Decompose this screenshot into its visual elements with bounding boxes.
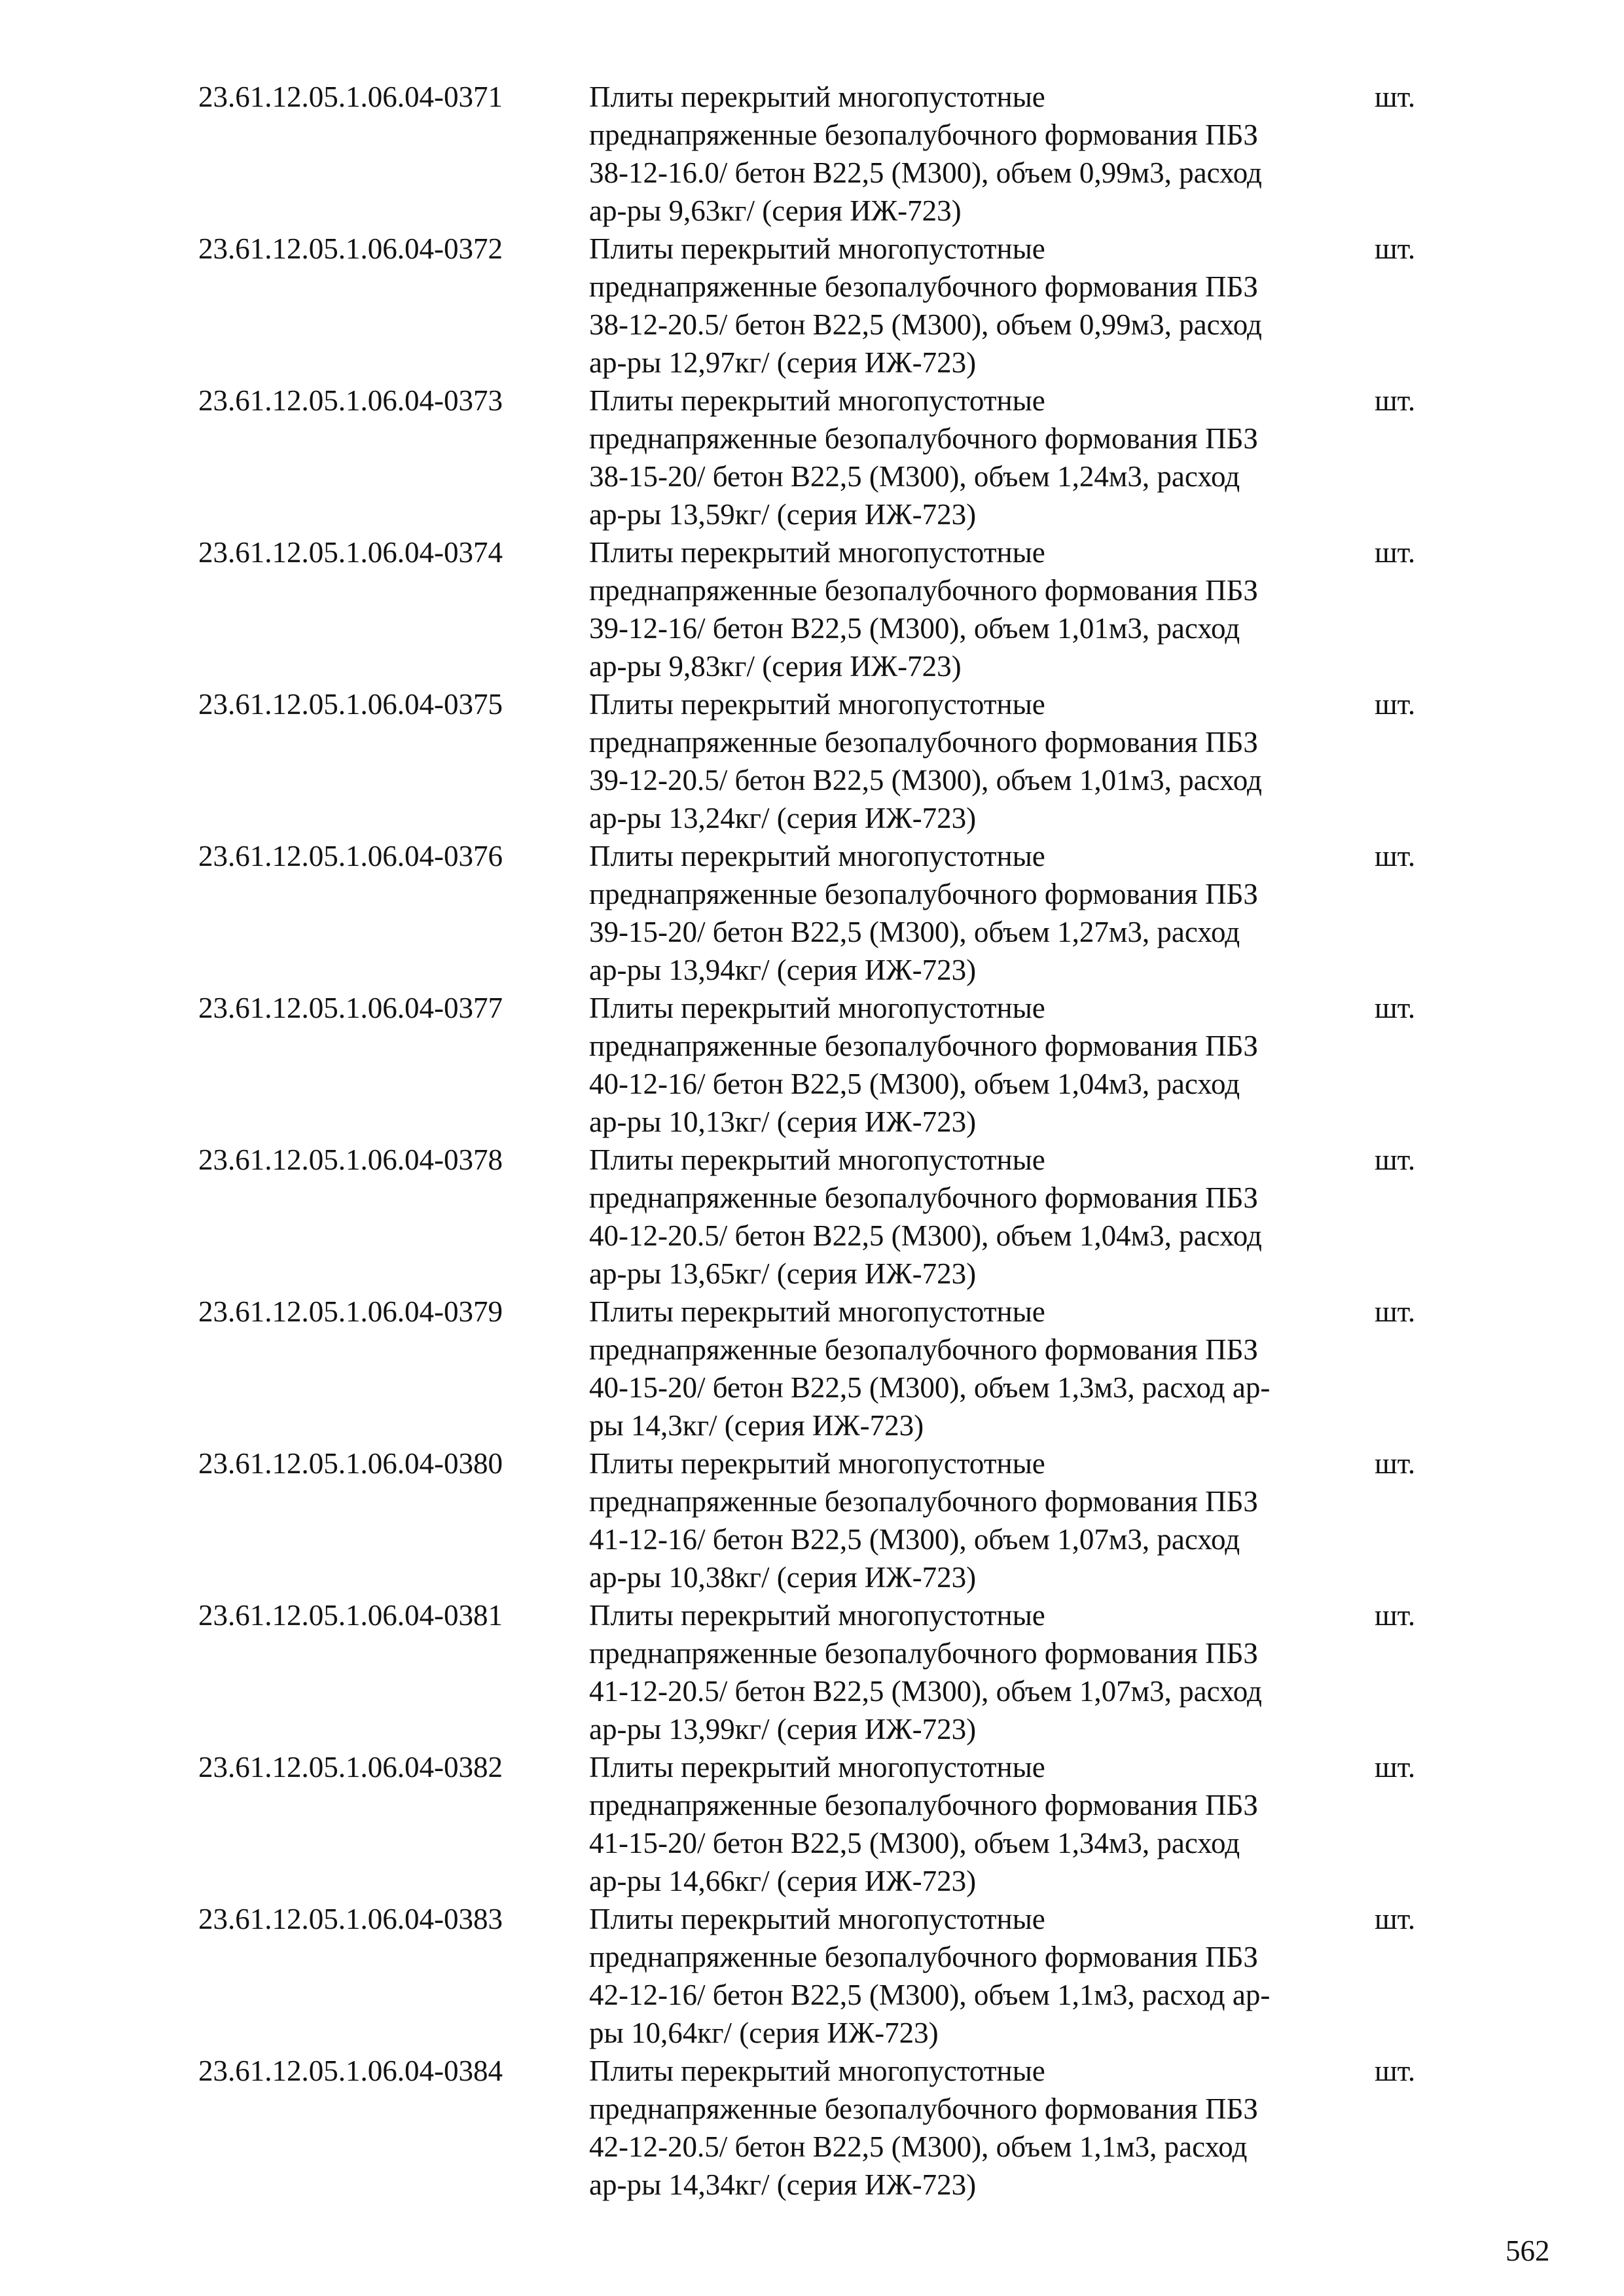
entry-unit: шт. (1375, 536, 1416, 569)
entry-description-line: 41-12-20.5/ бетон В22,5 (М300), объем 1,07м3, расход (589, 1675, 1262, 1708)
entry-description-line: преднапряженные безопалубочного формования ПБЗ (589, 1333, 1258, 1366)
entry-description-line: ар-ры 13,99кг/ (серия ИЖ-723) (589, 1713, 977, 1746)
entry-description-line: 39-12-16/ бетон В22,5 (М300), объем 1,01м3, расход (589, 612, 1240, 645)
entry-description-line: преднапряженные безопалубочного формования ПБЗ (589, 2092, 1258, 2125)
entry-description-line: 42-12-16/ бетон В22,5 (М300), объем 1,1м3, расход ар- (589, 1979, 1271, 2011)
entry-row (198, 230, 1429, 382)
entry-unit: шт. (1375, 1599, 1416, 1632)
entry-description-line: Плиты перекрытий многопустотные (589, 1447, 1045, 1480)
entry-description-line: ар-ры 14,66кг/ (серия ИЖ-723) (589, 1865, 977, 1897)
entry-unit: шт. (1375, 384, 1416, 417)
entry-row (198, 78, 1429, 230)
entry-description-line: преднапряженные безопалубочного формования ПБЗ (589, 422, 1258, 455)
entry-unit: шт. (1375, 1143, 1416, 1176)
entry-row (198, 382, 1429, 533)
entry-code: 23.61.12.05.1.06.04-0373 (198, 384, 503, 417)
entry-code: 23.61.12.05.1.06.04-0381 (198, 1599, 503, 1632)
entry-description-line: преднапряженные безопалубочного формования ПБЗ (589, 1181, 1258, 1214)
entry-description-line: Плиты перекрытий многопустотные (589, 2054, 1045, 2087)
entry-row (198, 1293, 1429, 1444)
entry-description-line: ар-ры 10,38кг/ (серия ИЖ-723) (589, 1561, 977, 1594)
entry-unit: шт. (1375, 232, 1416, 265)
entry-description-line: ар-ры 9,63кг/ (серия ИЖ-723) (589, 194, 962, 227)
entry-row (198, 1141, 1429, 1293)
entry-description-line: преднапряженные безопалубочного формования ПБЗ (589, 118, 1258, 151)
entry-code: 23.61.12.05.1.06.04-0379 (198, 1295, 503, 1328)
entry-description-line: 39-12-20.5/ бетон В22,5 (М300), объем 1,01м3, расход (589, 764, 1262, 797)
entry-description (589, 78, 1368, 230)
entry-row (198, 533, 1429, 685)
entry-code: 23.61.12.05.1.06.04-0375 (198, 688, 503, 721)
entry-description-line: ар-ры 13,94кг/ (серия ИЖ-723) (589, 954, 977, 986)
entry-description-line: 39-15-20/ бетон В22,5 (М300), объем 1,27м3, расход (589, 916, 1240, 948)
entry-description-line: преднапряженные безопалубочного формования ПБЗ (589, 574, 1258, 607)
entry-description (589, 1444, 1368, 1596)
entry-description-line: Плиты перекрытий многопустотные (589, 688, 1045, 721)
entry-unit: шт. (1375, 1751, 1416, 1784)
entry-description-line: 40-12-20.5/ бетон В22,5 (М300), объем 1,04м3, расход (589, 1219, 1262, 1252)
entry-description (589, 837, 1368, 989)
entry-description-line: 41-15-20/ бетон В22,5 (М300), объем 1,34м3, расход (589, 1827, 1240, 1859)
entry-description-line: ар-ры 10,13кг/ (серия ИЖ-723) (589, 1105, 977, 1138)
entry-description-line: Плиты перекрытий многопустотные (589, 81, 1045, 113)
entry-description-line: 40-15-20/ бетон В22,5 (М300), объем 1,3м3, расход ар- (589, 1371, 1271, 1404)
entry-code: 23.61.12.05.1.06.04-0377 (198, 992, 503, 1024)
entry-code: 23.61.12.05.1.06.04-0382 (198, 1751, 503, 1784)
page-number: 562 (1506, 2234, 1550, 2267)
entry-description (589, 1141, 1368, 1293)
entry-unit: шт. (1375, 688, 1416, 721)
entry-unit: шт. (1375, 1903, 1416, 1935)
entry-row (198, 989, 1429, 1141)
entry-description-line: преднапряженные безопалубочного формования ПБЗ (589, 1030, 1258, 1062)
entry-description-line: 38-12-16.0/ бетон В22,5 (М300), объем 0,99м3, расход (589, 156, 1262, 189)
entry-description (589, 2052, 1368, 2204)
price-list-entries (198, 78, 1429, 2204)
entry-description (589, 1293, 1368, 1444)
entry-description-line: преднапряженные безопалубочного формования ПБЗ (589, 1637, 1258, 1670)
entry-description-line: ар-ры 9,83кг/ (серия ИЖ-723) (589, 650, 962, 683)
entry-unit: шт. (1375, 1447, 1416, 1480)
entry-description-line: Плиты перекрытий многопустотные (589, 1295, 1045, 1328)
entry-description-line: 41-12-16/ бетон В22,5 (М300), объем 1,07м3, расход (589, 1523, 1240, 1556)
entry-row (198, 837, 1429, 989)
entry-description-line: Плиты перекрытий многопустотные (589, 1143, 1045, 1176)
entry-description-line: 42-12-20.5/ бетон В22,5 (М300), объем 1,1м3, расход (589, 2130, 1248, 2163)
entry-unit: шт. (1375, 81, 1416, 113)
entry-description-line: преднапряженные безопалубочного формования ПБЗ (589, 270, 1258, 303)
entry-row (198, 1596, 1429, 1748)
entry-description (589, 1900, 1368, 2052)
entry-description-line: преднапряженные безопалубочного формования ПБЗ (589, 1941, 1258, 1973)
entry-description (589, 382, 1368, 533)
entry-row (198, 685, 1429, 837)
entry-description (589, 533, 1368, 685)
entry-description-line: Плиты перекрытий многопустотные (589, 840, 1045, 872)
entry-description-line: Плиты перекрытий многопустотные (589, 536, 1045, 569)
entry-unit: шт. (1375, 992, 1416, 1024)
entry-description-line: ар-ры 14,34кг/ (серия ИЖ-723) (589, 2168, 977, 2201)
entry-unit: шт. (1375, 2054, 1416, 2087)
entry-code: 23.61.12.05.1.06.04-0378 (198, 1143, 503, 1176)
entry-code: 23.61.12.05.1.06.04-0384 (198, 2054, 503, 2087)
entry-description-line: преднапряженные безопалубочного формования ПБЗ (589, 1485, 1258, 1518)
entry-row (198, 1748, 1429, 1900)
entry-row (198, 2052, 1429, 2204)
entry-row (198, 1900, 1429, 2052)
entry-description-line: преднапряженные безопалубочного формования ПБЗ (589, 726, 1258, 759)
entry-code: 23.61.12.05.1.06.04-0372 (198, 232, 503, 265)
entry-description-line: ар-ры 12,97кг/ (серия ИЖ-723) (589, 346, 977, 379)
entry-code: 23.61.12.05.1.06.04-0383 (198, 1903, 503, 1935)
entry-description-line: преднапряженные безопалубочного формования ПБЗ (589, 1789, 1258, 1821)
entry-description (589, 230, 1368, 382)
entry-code: 23.61.12.05.1.06.04-0380 (198, 1447, 503, 1480)
entry-description (589, 989, 1368, 1141)
entry-description-line: ры 14,3кг/ (серия ИЖ-723) (589, 1409, 924, 1442)
entry-description-line: Плиты перекрытий многопустотные (589, 1903, 1045, 1935)
entry-description-line: ар-ры 13,65кг/ (серия ИЖ-723) (589, 1257, 977, 1290)
entry-code: 23.61.12.05.1.06.04-0376 (198, 840, 503, 872)
entry-description-line: ар-ры 13,59кг/ (серия ИЖ-723) (589, 498, 977, 531)
entry-row (198, 1444, 1429, 1596)
entry-description-line: Плиты перекрытий многопустотные (589, 232, 1045, 265)
entry-description-line: ры 10,64кг/ (серия ИЖ-723) (589, 2017, 939, 2049)
entry-description-line: Плиты перекрытий многопустотные (589, 1751, 1045, 1784)
entry-description (589, 685, 1368, 837)
entry-description-line: Плиты перекрытий многопустотные (589, 1599, 1045, 1632)
entry-unit: шт. (1375, 840, 1416, 872)
entry-description-line: Плиты перекрытий многопустотные (589, 992, 1045, 1024)
entry-unit: шт. (1375, 1295, 1416, 1328)
entry-description-line: Плиты перекрытий многопустотные (589, 384, 1045, 417)
entry-code: 23.61.12.05.1.06.04-0374 (198, 536, 503, 569)
entry-description (589, 1596, 1368, 1748)
entry-description-line: преднапряженные безопалубочного формования ПБЗ (589, 878, 1258, 910)
entry-description-line: 38-12-20.5/ бетон В22,5 (М300), объем 0,99м3, расход (589, 308, 1262, 341)
entry-code: 23.61.12.05.1.06.04-0371 (198, 81, 503, 113)
entry-description-line: 38-15-20/ бетон В22,5 (М300), объем 1,24м3, расход (589, 460, 1240, 493)
entry-description (589, 1748, 1368, 1900)
entry-description-line: ар-ры 13,24кг/ (серия ИЖ-723) (589, 802, 977, 834)
entry-description-line: 40-12-16/ бетон В22,5 (М300), объем 1,04м3, расход (589, 1067, 1240, 1100)
